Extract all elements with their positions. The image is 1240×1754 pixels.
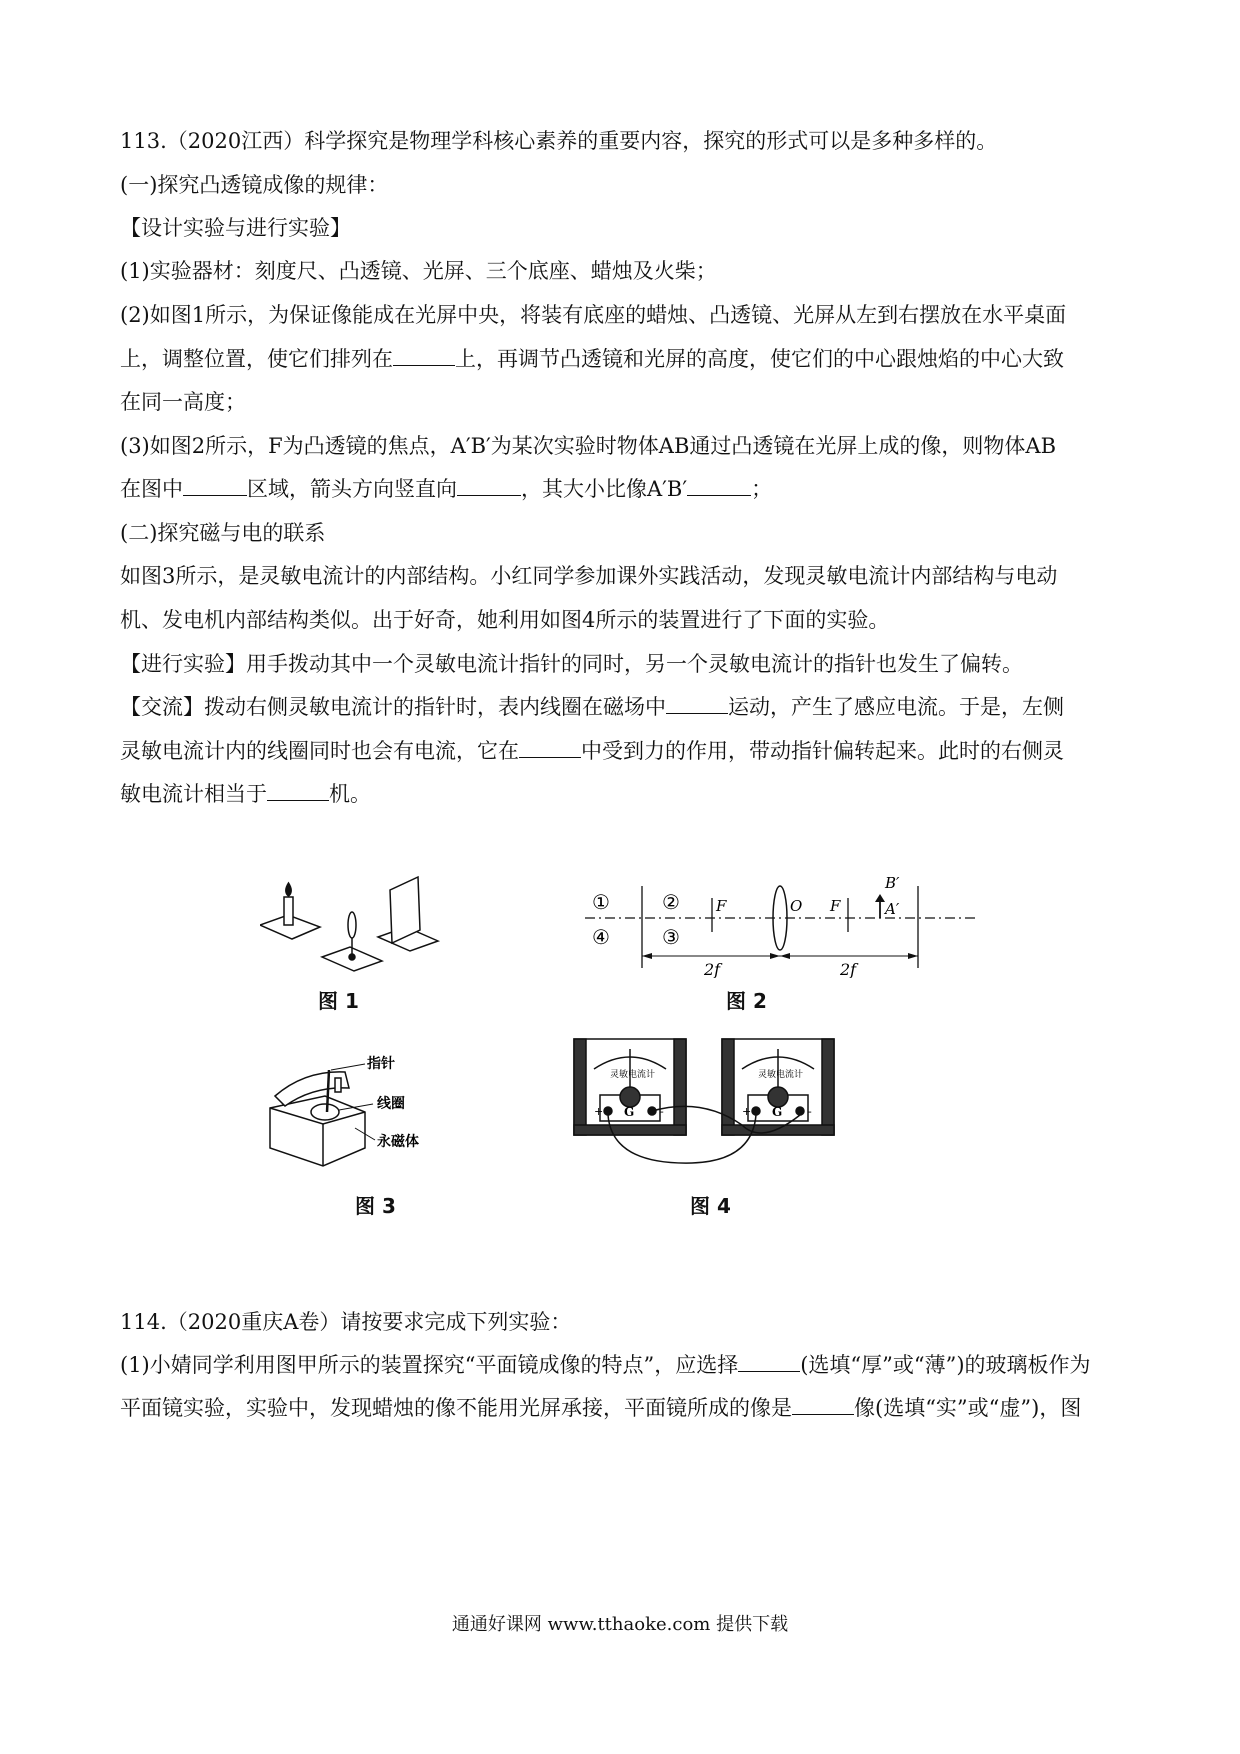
item3-text-d: ； <box>751 477 773 501</box>
left-meter-title: 灵敏电流计 <box>610 1070 656 1080</box>
answer-blank[interactable] <box>687 475 751 496</box>
part2-line1: 如图3所示，是灵敏电流计的内部结构。小红同学参加课外实践活动，发现灵敏电流计内部结构与电动 <box>120 564 1058 588</box>
lens-on-base-icon <box>322 912 382 971</box>
figure2-caption: 图 2 <box>726 989 767 1013</box>
item3-text-c: ，其大小比像A′B′ <box>521 477 688 501</box>
figure4-two-galvanometers <box>572 1035 844 1175</box>
item2-text-a: 上，调整位置，使它们排列在 <box>120 347 393 371</box>
part1-title: (一)探究凸透镜成像的规律： <box>120 173 389 197</box>
q114-line1 <box>120 1350 1130 1380</box>
exchange-text-f: 机。 <box>329 782 371 806</box>
experiment-line: 【进行实验】用手拨动其中一个灵敏电流计指针的同时，另一个灵敏电流计的指针也发生了偏转。 <box>120 652 1023 676</box>
figure2-lens-diagram <box>580 868 980 978</box>
item3-text-a: 在图中 <box>120 477 183 501</box>
left-plus-label: + <box>594 1105 604 1118</box>
dim-arrow-icon <box>642 953 652 959</box>
left-minus-label: - <box>660 1105 664 1118</box>
right-minus-label: - <box>808 1105 812 1118</box>
item2-line2 <box>120 344 1130 374</box>
right-g-label: G <box>772 1105 783 1119</box>
a-prime-label: A′ <box>885 900 900 918</box>
left-galvanometer-icon <box>574 1039 686 1135</box>
design-title: 【设计实验与进行实验】 <box>120 216 351 240</box>
answer-blank[interactable] <box>792 1394 854 1415</box>
answer-blank[interactable] <box>183 475 247 496</box>
right-meter-title: 灵敏电流计 <box>758 1070 804 1080</box>
answer-blank[interactable] <box>666 693 728 714</box>
item3-line1: (3)如图2所示，F为凸透镜的焦点，A′B′为某次实验时物体AB通过凸透镜在光屏上成的像，则物体AB <box>120 434 1057 458</box>
needle-label: 指针 <box>367 1056 395 1072</box>
q114-header: 114.（2020重庆A卷）请按要求完成下列实验： <box>120 1310 572 1334</box>
region-4-label: ④ <box>592 925 610 949</box>
exchange-text-a: 【交流】拨动右侧灵敏电流计的指针时，表内线圈在磁场中 <box>120 695 666 719</box>
answer-blank[interactable] <box>457 475 521 496</box>
dim-arrow-icon <box>780 953 790 959</box>
exchange-text-b: 运动，产生了感应电流。于是，左侧 <box>728 695 1064 719</box>
pivot-icon <box>335 1078 341 1092</box>
figure3-galvanometer-internals <box>265 1048 465 1178</box>
answer-blank[interactable] <box>267 780 329 801</box>
b-prime-label: B′ <box>885 874 900 892</box>
dim-arrow-icon <box>908 953 918 959</box>
answer-blank[interactable] <box>393 345 455 366</box>
q114-text-a: (1)小婧同学利用图甲所示的装置探究“平面镜成像的特点”，应选择 <box>120 1353 739 1377</box>
part2-title: (二)探究磁与电的联系 <box>120 521 326 545</box>
candle-icon <box>260 883 320 939</box>
region-2-label: ② <box>662 890 680 914</box>
focus-left-label: F <box>716 897 727 915</box>
image-arrow-head-icon <box>875 894 885 902</box>
optical-center-label: O <box>790 897 803 915</box>
q114-line2 <box>120 1393 1130 1423</box>
item2-line3: 在同一高度； <box>120 390 246 414</box>
left-g-label: G <box>624 1105 635 1119</box>
q114-text-b: (选填“厚”或“薄”)的玻璃板作为 <box>800 1353 1091 1377</box>
focus-right-label: F <box>830 897 841 915</box>
coil-label: 线圈 <box>377 1096 405 1112</box>
exchange-line1 <box>120 692 1130 722</box>
exchange-line3 <box>120 779 1130 809</box>
page-footer: 通通好课网 www.tthaoke.com 提供下载 <box>451 1614 789 1635</box>
two-f-right-label: 2f <box>840 960 857 978</box>
two-f-left-label: 2f <box>704 960 721 978</box>
coil-icon <box>311 1104 339 1120</box>
region-1-label: ① <box>592 890 610 914</box>
exchange-text-c: 灵敏电流计内的线圈同时也会有电流，它在 <box>120 739 519 763</box>
region-3-label: ③ <box>662 925 680 949</box>
figure4-caption: 图 4 <box>690 1194 731 1218</box>
exchange-text-e: 敏电流计相当于 <box>120 782 267 806</box>
dim-arrow-icon <box>770 953 780 959</box>
q113-header: 113.（2020江西）科学探究是物理学科核心素养的重要内容，探究的形式可以是多种多样的。 <box>120 129 998 153</box>
figure1-caption: 图 1 <box>318 989 359 1013</box>
figure1-optical-bench <box>260 875 470 975</box>
item3-line2 <box>120 474 1130 504</box>
answer-blank[interactable] <box>519 737 581 758</box>
q114-text-c: 平面镜实验，实验中，发现蜡烛的像不能用光屏承接，平面镜所成的像是 <box>120 1396 792 1420</box>
q114-text-d: 像(选填“实”或“虚”)，图 <box>854 1396 1082 1420</box>
item2-line1: (2)如图1所示，为保证像能成在光屏中央，将装有底座的蜡烛、凸透镜、光屏从左到右摆放在水平桌面 <box>120 303 1067 327</box>
item3-text-b: 区域，箭头方向竖直向 <box>247 477 457 501</box>
answer-blank[interactable] <box>738 1351 800 1372</box>
exchange-text-d: 中受到力的作用，带动指针偏转起来。此时的右侧灵 <box>581 739 1064 763</box>
item2-text-b: 上，再调节凸透镜和光屏的高度，使它们的中心跟烛焰的中心大致 <box>455 347 1064 371</box>
screen-icon <box>378 877 438 951</box>
right-galvanometer-icon <box>722 1039 834 1135</box>
part2-line2: 机、发电机内部结构类似。出于好奇，她利用如图4所示的装置进行了下面的实验。 <box>120 608 890 632</box>
item1: (1)实验器材：刻度尺、凸透镜、光屏、三个底座、蜡烛及火柴； <box>120 259 717 283</box>
figure3-caption: 图 3 <box>355 1194 396 1218</box>
right-plus-label: + <box>742 1105 752 1118</box>
exchange-line2 <box>120 736 1130 766</box>
magnet-label: 永磁体 <box>377 1134 419 1150</box>
